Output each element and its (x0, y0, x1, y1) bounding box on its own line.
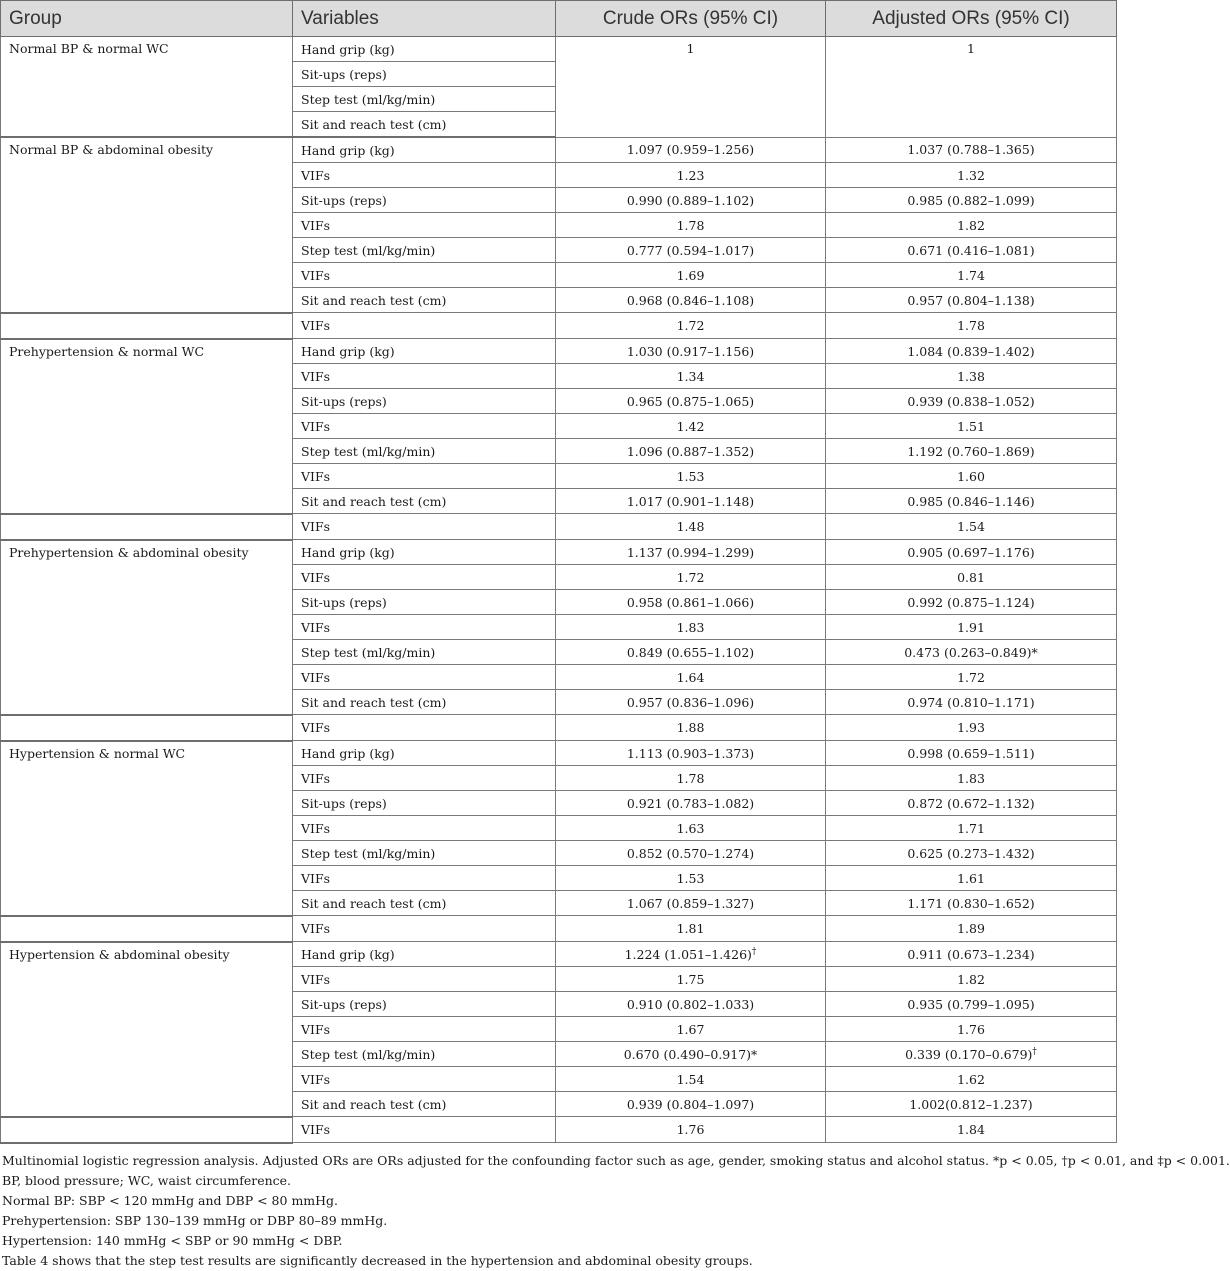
variable-cell (293, 640, 556, 665)
crude-cell-text: 0.957 (0.836–1.096) (626, 694, 755, 710)
variable-cell-text: VIFs (301, 569, 331, 585)
crude-cell (556, 690, 826, 715)
variable-cell-text: VIFs (301, 1071, 331, 1087)
variable-cell: Step test (ml/kg/min) (293, 87, 556, 112)
crude-cell-text: 1.030 (0.917–1.156) (626, 343, 755, 359)
variable-cell-text: Sit-ups (reps) (301, 996, 387, 1012)
crude-cell (556, 891, 826, 916)
crude-cell (556, 766, 826, 791)
crude-cell (556, 339, 826, 364)
variable-cell (293, 163, 556, 188)
adjusted-cell (826, 1067, 1117, 1092)
header-variables: Variables (293, 1, 556, 37)
crude-cell-text: 1.83 (676, 619, 705, 635)
variable-cell-text: VIFs (301, 318, 331, 333)
variable-cell (293, 188, 556, 213)
crude-cell-text: 1.017 (0.901–1.148) (626, 493, 755, 509)
variable-cell (293, 364, 556, 389)
crude-cell (556, 992, 826, 1017)
crude-cell-text: 1.78 (676, 770, 705, 786)
adjusted-cell (826, 389, 1117, 414)
crude-cell-text: 0.939 (0.804–1.097) (626, 1096, 755, 1112)
variable-cell (293, 439, 556, 464)
variable-cell (293, 213, 556, 238)
adjusted-cell-text: 0.998 (0.659–1.511) (907, 745, 1035, 761)
variable-cell (293, 715, 556, 741)
table-row (1, 313, 1117, 339)
adjusted-cell (826, 263, 1117, 288)
adjusted-cell-text: 1.82 (957, 217, 985, 233)
adjusted-cell (826, 163, 1117, 188)
variable-cell-text: Sit-ups (reps) (301, 594, 387, 610)
crude-cell-text: 1.34 (676, 368, 705, 384)
crude-cell (556, 514, 826, 540)
crude-cell (556, 640, 826, 665)
group-cell: Normal BP & normal WC (1, 37, 293, 138)
adjusted-cell (826, 816, 1117, 841)
adjusted-cell: 1 (826, 37, 1117, 138)
adjusted-cell (826, 439, 1117, 464)
adjusted-cell (826, 489, 1117, 514)
crude-cell-text: 1.53 (676, 468, 705, 484)
variable-cell (293, 916, 556, 942)
variable-cell-text: Sit and reach test (cm) (301, 1096, 447, 1112)
crude-cell-text: 1.54 (676, 1071, 705, 1087)
variable-cell (293, 1067, 556, 1092)
footnote-significance-3: ‡p < 0.001. (1157, 1152, 1230, 1168)
crude-cell (556, 565, 826, 590)
crude-cell-text: 1.53 (676, 870, 705, 886)
adjusted-cell-text: 0.905 (0.697–1.176) (907, 544, 1035, 560)
variable-cell-text: Sit and reach test (cm) (301, 694, 447, 710)
empty-group-cell (1, 1117, 293, 1143)
crude-cell-text: 0.849 (0.655–1.102) (626, 644, 755, 660)
crude-cell (556, 188, 826, 213)
adjusted-cell-text: 1.54 (957, 519, 985, 534)
adjusted-cell-text: 0.625 (0.273–1.432) (907, 845, 1035, 861)
header-crude-ors: Crude ORs (95% CI) (556, 1, 826, 37)
empty-group-cell (1, 313, 293, 339)
variable-cell-text: Sit-ups (reps) (301, 393, 387, 409)
adjusted-cell-text: 0.939 (0.838–1.052) (907, 393, 1035, 409)
variable-cell (293, 590, 556, 615)
variable-cell: Sit and reach test (cm) (293, 112, 556, 138)
table-row (1, 514, 1117, 540)
variable-cell (293, 263, 556, 288)
footnote-abbreviations: BP, blood pressure; WC, waist circumference. (2, 1172, 292, 1188)
adjusted-cell (826, 967, 1117, 992)
adjusted-cell-text: 1.002(0.812–1.237) (909, 1096, 1033, 1112)
adjusted-cell (826, 715, 1117, 741)
adjusted-cell-text: 0.911 (0.673–1.234) (907, 946, 1035, 962)
crude-cell (556, 816, 826, 841)
table-body (1, 37, 1117, 1143)
adjusted-cell-text: 1.89 (957, 921, 985, 936)
variable-cell-text: Hand grip (kg) (301, 142, 395, 158)
table-row (1, 942, 1117, 967)
variable-cell-text: VIFs (301, 267, 331, 283)
variable-cell-text: Sit and reach test (cm) (301, 292, 447, 308)
crude-cell-text: 1.64 (676, 669, 705, 685)
adjusted-cell-text: 1.084 (0.839–1.402) (907, 343, 1035, 359)
adjusted-cell (826, 1092, 1117, 1117)
crude-cell (556, 791, 826, 816)
footnote-analysis (2, 1151, 1230, 1171)
adjusted-cell-text: 0.985 (0.846–1.146) (907, 493, 1035, 509)
crude-cell (556, 841, 826, 866)
variable-cell-text: VIFs (301, 368, 331, 384)
adjusted-cell-text: 0.81 (957, 569, 985, 585)
variable-cell-text: Step test (ml/kg/min) (301, 845, 436, 861)
variable-cell (293, 665, 556, 690)
adjusted-cell-text: 1.38 (957, 368, 985, 384)
adjusted-cell-text: 1.78 (957, 318, 985, 333)
crude-cell-text: 1.72 (676, 318, 705, 333)
empty-group-cell (1, 916, 293, 942)
adjusted-cell (826, 1042, 1117, 1067)
empty-group-cell (1, 715, 293, 741)
adjusted-cell-text: 1.171 (0.830–1.652) (907, 895, 1035, 911)
variable-cell (293, 866, 556, 891)
variable-cell (293, 766, 556, 791)
crude-cell (556, 967, 826, 992)
crude-cell (556, 313, 826, 339)
footnote-hypertension: Hypertension: 140 mmHg < SBP or 90 mmHg < DBP. (2, 1232, 343, 1248)
adjusted-cell (826, 514, 1117, 540)
crude-cell (556, 263, 826, 288)
adjusted-cell (826, 891, 1117, 916)
footnote-summary: Table 4 shows that the step test results are significantly decreased in the hypertension and abdominal obesity groups. (2, 1252, 753, 1268)
variable-cell (293, 389, 556, 414)
adjusted-cell-text: 1.84 (957, 1122, 985, 1137)
significance-mark: † (1032, 1046, 1037, 1057)
crude-cell-text: 1.75 (676, 971, 705, 987)
variable-cell-text: Sit-ups (reps) (301, 192, 387, 208)
crude-cell (556, 942, 826, 967)
crude-cell (556, 615, 826, 640)
table-row (1, 741, 1117, 766)
variable-cell-text: VIFs (301, 167, 331, 183)
crude-cell-text: 1.224 (1.051–1.426) (624, 946, 752, 962)
crude-cell (556, 163, 826, 188)
variable-cell (293, 339, 556, 364)
variable-cell (293, 841, 556, 866)
crude-cell (556, 1117, 826, 1143)
adjusted-cell-text: 1.32 (957, 167, 985, 183)
crude-cell-text: 1.81 (676, 921, 705, 936)
adjusted-cell (826, 464, 1117, 489)
crude-cell: 1 (556, 37, 826, 138)
group-cell: Hypertension & normal WC (1, 741, 293, 916)
crude-cell-text: 1.137 (0.994–1.299) (626, 544, 755, 560)
variable-cell-text: Hand grip (kg) (301, 544, 395, 560)
variable-cell (293, 1117, 556, 1143)
variable-cell-text: Sit and reach test (cm) (301, 895, 447, 911)
crude-cell (556, 540, 826, 565)
adjusted-cell-text: 1.74 (957, 267, 985, 283)
variable-cell-text: VIFs (301, 971, 331, 987)
table-row (1, 715, 1117, 741)
adjusted-cell-text: 1.83 (957, 770, 985, 786)
empty-group-cell (1, 514, 293, 540)
variable-cell (293, 791, 556, 816)
adjusted-cell-text: 1.91 (957, 619, 985, 635)
adjusted-cell (826, 313, 1117, 339)
adjusted-cell-text: 0.671 (0.416–1.081) (907, 242, 1035, 258)
adjusted-cell-text: 1.82 (957, 971, 985, 987)
variable-cell (293, 967, 556, 992)
adjusted-cell (826, 741, 1117, 766)
variable-cell: Hand grip (kg) (293, 37, 556, 62)
crude-cell (556, 364, 826, 389)
crude-cell-text: 1.72 (676, 569, 705, 585)
crude-cell-text: 1.23 (676, 167, 705, 183)
table-row (1, 916, 1117, 942)
adjusted-cell-text: 0.872 (0.672–1.132) (907, 795, 1035, 811)
crude-cell-text: 0.958 (0.861–1.066) (626, 594, 755, 610)
variable-cell-text: VIFs (301, 720, 331, 735)
table-row (1, 540, 1117, 565)
adjusted-cell (826, 188, 1117, 213)
adjusted-cell (826, 339, 1117, 364)
variable-cell-text: Hand grip (kg) (301, 343, 395, 359)
adjusted-cell-text: 0.957 (0.804–1.138) (907, 292, 1035, 308)
variable-cell (293, 615, 556, 640)
group-cell: Normal BP & abdominal obesity (1, 137, 293, 313)
variable-cell (293, 137, 556, 163)
crude-cell (556, 1017, 826, 1042)
variable-cell-text: Step test (ml/kg/min) (301, 242, 436, 258)
adjusted-cell (826, 565, 1117, 590)
crude-cell-text: 1.097 (0.959–1.256) (626, 142, 755, 158)
table-row (1, 339, 1117, 364)
adjusted-cell (826, 288, 1117, 313)
adjusted-cell-text: 1.93 (957, 720, 985, 735)
header-group: Group (1, 1, 293, 37)
group-cell: Prehypertension & abdominal obesity (1, 540, 293, 715)
crude-cell-text: 0.921 (0.783–1.082) (626, 795, 755, 811)
adjusted-cell-text: 1.037 (0.788–1.365) (907, 142, 1035, 158)
crude-cell (556, 489, 826, 514)
variable-cell-text: Step test (ml/kg/min) (301, 443, 436, 459)
adjusted-cell-text: 0.992 (0.875–1.124) (907, 594, 1035, 610)
variable-cell (293, 1042, 556, 1067)
crude-cell (556, 389, 826, 414)
crude-cell (556, 213, 826, 238)
variable-cell-text: VIFs (301, 619, 331, 635)
footnote-text: Multinomial logistic regression analysis. Adjusted ORs are ORs adjusted for the confounding factor such as age, gender, smoking status and alcohol status. (2, 1152, 990, 1168)
adjusted-cell (826, 238, 1117, 263)
variable-cell-text: VIFs (301, 870, 331, 886)
variable-cell-text: Hand grip (kg) (301, 946, 395, 962)
variable-cell-text: Step test (ml/kg/min) (301, 1046, 436, 1062)
adjusted-cell (826, 916, 1117, 942)
crude-cell (556, 866, 826, 891)
group-cell: Hypertension & abdominal obesity (1, 942, 293, 1117)
adjusted-cell-text: 1.76 (957, 1021, 985, 1037)
footnote-prehypertension: Prehypertension: SBP 130–139 mmHg or DBP 80–89 mmHg. (2, 1212, 388, 1228)
adjusted-cell (826, 1117, 1117, 1143)
crude-cell (556, 1092, 826, 1117)
adjusted-cell-text: 1.60 (957, 468, 985, 484)
adjusted-cell (826, 414, 1117, 439)
crude-cell (556, 137, 826, 163)
adjusted-cell (826, 690, 1117, 715)
variable-cell (293, 414, 556, 439)
crude-cell-text: 1.76 (676, 1122, 705, 1137)
adjusted-cell (826, 137, 1117, 163)
crude-cell (556, 238, 826, 263)
crude-cell (556, 464, 826, 489)
significance-mark: † (751, 946, 757, 957)
table-header (1, 1, 1117, 37)
variable-cell-text: Hand grip (kg) (301, 745, 395, 761)
table-row (1, 137, 1117, 163)
footnote-significance-2: †p < 0.01, and (1061, 1152, 1154, 1168)
variable-cell (293, 565, 556, 590)
adjusted-cell (826, 590, 1117, 615)
variable-cell-text: VIFs (301, 217, 331, 233)
adjusted-cell-text: 1.192 (0.760–1.869) (907, 443, 1035, 459)
adjusted-cell-text: 0.974 (0.810–1.171) (907, 694, 1035, 710)
crude-cell (556, 288, 826, 313)
crude-cell-text: 0.965 (0.875–1.065) (626, 393, 755, 409)
adjusted-cell-text: 1.72 (957, 669, 985, 685)
variable-cell (293, 489, 556, 514)
footnote-significance-1: *p < 0.05, (993, 1152, 1058, 1168)
adjusted-cell (826, 942, 1117, 967)
variable-cell (293, 313, 556, 339)
crude-cell (556, 715, 826, 741)
adjusted-cell (826, 615, 1117, 640)
adjusted-cell-text: 1.62 (957, 1071, 985, 1087)
crude-cell-text: 0.852 (0.570–1.274) (626, 845, 755, 861)
table-row (1, 37, 1117, 62)
variable-cell: Sit-ups (reps) (293, 62, 556, 87)
variable-cell (293, 514, 556, 540)
variable-cell-text: Step test (ml/kg/min) (301, 644, 436, 660)
crude-cell-text: 1.67 (676, 1021, 705, 1037)
adjusted-cell (826, 213, 1117, 238)
adjusted-cell-text: 0.985 (0.882–1.099) (907, 192, 1035, 208)
crude-cell-text: 1.88 (676, 720, 705, 735)
variable-cell (293, 464, 556, 489)
adjusted-cell (826, 992, 1117, 1017)
crude-cell-text: 1.78 (676, 217, 705, 233)
crude-cell-text: 1.63 (676, 820, 705, 836)
crude-cell-text: 0.910 (0.802–1.033) (626, 996, 755, 1012)
variable-cell (293, 816, 556, 841)
crude-cell (556, 414, 826, 439)
variable-cell-text: VIFs (301, 770, 331, 786)
adjusted-cell (826, 540, 1117, 565)
crude-cell-text: 1.42 (676, 418, 705, 434)
adjusted-cell-text: 1.71 (957, 820, 985, 836)
variable-cell-text: VIFs (301, 1122, 331, 1137)
crude-cell-text: 0.990 (0.889–1.102) (626, 192, 755, 208)
crude-cell-text: 0.777 (0.594–1.017) (626, 242, 755, 258)
adjusted-cell (826, 791, 1117, 816)
adjusted-cell (826, 866, 1117, 891)
adjusted-cell (826, 665, 1117, 690)
variable-cell-text: VIFs (301, 669, 331, 685)
variable-cell-text: VIFs (301, 1021, 331, 1037)
adjusted-cell (826, 640, 1117, 665)
variable-cell (293, 690, 556, 715)
header-adjusted-ors: Adjusted ORs (95% CI) (826, 1, 1117, 37)
adjusted-cell (826, 766, 1117, 791)
variable-cell-text: Sit-ups (reps) (301, 795, 387, 811)
variable-cell (293, 288, 556, 313)
crude-cell (556, 665, 826, 690)
adjusted-cell-text: 1.61 (957, 870, 985, 886)
crude-cell-text: 0.670 (0.490–0.917)* (623, 1046, 758, 1062)
crude-cell (556, 741, 826, 766)
crude-cell (556, 1042, 826, 1067)
adjusted-cell-text: 1.51 (957, 418, 985, 434)
crude-cell-text: 1.067 (0.859–1.327) (626, 895, 755, 911)
adjusted-cell-text: 0.339 (0.170–0.679) (905, 1046, 1033, 1062)
variable-cell (293, 992, 556, 1017)
crude-cell-text: 1.096 (0.887–1.352) (626, 443, 755, 459)
header-row (1, 1, 1117, 37)
variable-cell (293, 1092, 556, 1117)
variable-cell (293, 1017, 556, 1042)
variable-cell-text: Sit and reach test (cm) (301, 493, 447, 509)
variable-cell-text: VIFs (301, 820, 331, 836)
footnote-normal-bp: Normal BP: SBP < 120 mmHg and DBP < 80 mmHg. (2, 1192, 339, 1208)
table-footnotes (0, 1144, 1230, 1271)
crude-cell (556, 1067, 826, 1092)
variable-cell (293, 741, 556, 766)
crude-cell-text: 0.968 (0.846–1.108) (626, 292, 755, 308)
crude-cell (556, 916, 826, 942)
adjusted-cell-text: 0.473 (0.263–0.849)* (904, 644, 1038, 660)
crude-cell-text: 1.48 (676, 519, 705, 534)
crude-cell-text: 1.69 (676, 267, 705, 283)
table-row (1, 1117, 1117, 1143)
variable-cell-text: VIFs (301, 468, 331, 484)
group-cell: Prehypertension & normal WC (1, 339, 293, 514)
variable-cell (293, 540, 556, 565)
variable-cell (293, 942, 556, 967)
variable-cell (293, 238, 556, 263)
crude-cell (556, 439, 826, 464)
variable-cell-text: VIFs (301, 921, 331, 936)
variable-cell-text: VIFs (301, 418, 331, 434)
variable-cell (293, 891, 556, 916)
crude-cell-text: 1.113 (0.903–1.373) (626, 745, 755, 761)
variable-cell-text: VIFs (301, 519, 331, 534)
adjusted-cell (826, 364, 1117, 389)
adjusted-cell (826, 1017, 1117, 1042)
adjusted-cell (826, 841, 1117, 866)
crude-cell (556, 590, 826, 615)
adjusted-cell-text: 0.935 (0.799–1.095) (907, 996, 1035, 1012)
